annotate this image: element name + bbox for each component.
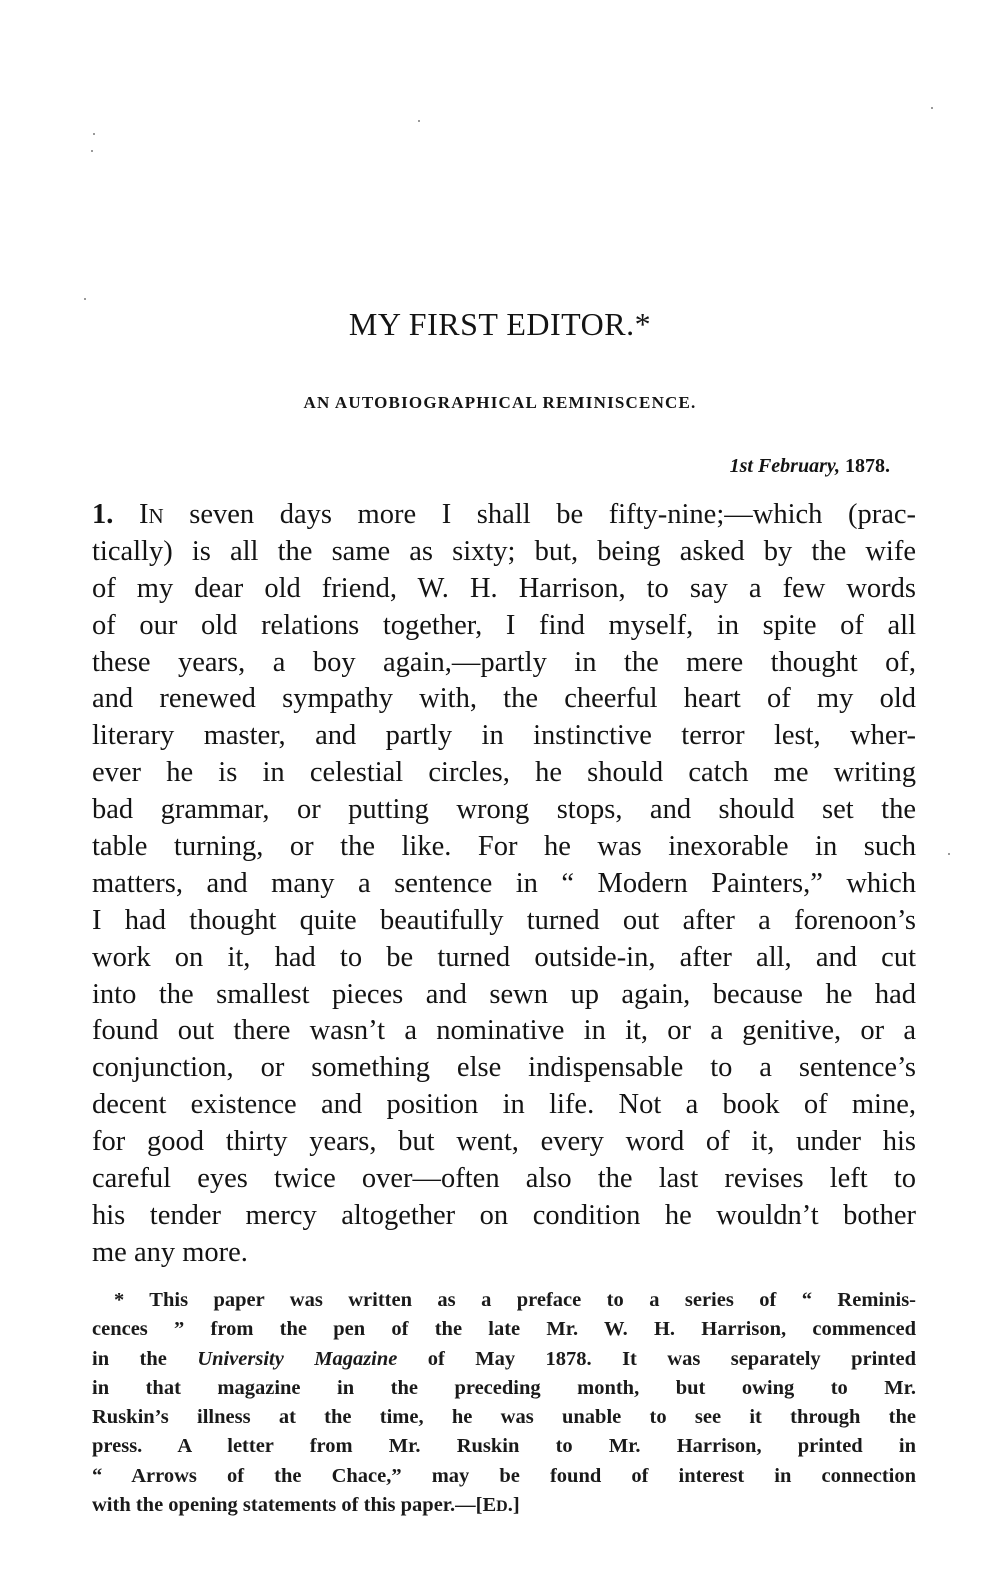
scan-speck — [948, 853, 950, 855]
footnote-line — [92, 1345, 916, 1374]
text-line: into the smallest pieces and sewn up again, because he had — [92, 978, 916, 1010]
footnote-text: of May 1878. It was separately printed — [427, 1347, 917, 1370]
scan-speck — [84, 298, 86, 300]
text-line: literary master, and partly in instinctive terror lest, wher- — [92, 720, 916, 752]
text-line: conjunction, or something else indispensable to a sentence’s — [92, 1052, 916, 1084]
dateline-day-month: 1st February, — [729, 455, 840, 477]
text-line: I had thought quite beautifully turned out after a forenoon’s — [92, 904, 916, 936]
drop-word-first: I — [138, 499, 149, 530]
footnote-text: .] — [507, 1494, 520, 1517]
text-line: work on it, had to be turned outside-in, after all, and cut — [92, 941, 916, 973]
drop-word-rest: N — [148, 504, 164, 528]
footnote-editor-mark: D — [496, 1498, 508, 1516]
footnote-line: “ Arrows of the Chace,” may be found of interest in connection — [92, 1464, 916, 1487]
text-line: of our old relations together, I find myself, in spite of all — [92, 609, 916, 641]
text-line: careful eyes twice over—often also the last revises left to — [92, 1163, 916, 1195]
text-line: tically) is all the same as sixty; but, being asked by the wife — [92, 535, 916, 567]
scan-speck — [91, 150, 93, 152]
text-line: bad grammar, or putting wrong stops, and should set the — [92, 794, 916, 826]
footnote — [92, 1286, 916, 1520]
dateline-year: 1878. — [845, 455, 890, 477]
paragraph-number: 1. — [92, 499, 114, 530]
text-line-content: seven days more I shall be fifty-nine;—which (prac- — [189, 499, 917, 530]
page-title: MY FIRST EDITOR.* — [348, 306, 652, 342]
footnote-text: in the — [92, 1347, 167, 1370]
text-line: table turning, or the like. For he was inexorable in such — [92, 831, 916, 863]
footnote-line: press. A letter from Mr. Ruskin to Mr. Harrison, printed in — [92, 1435, 916, 1458]
text-line: these years, a boy again,—partly in the mere thought of, — [92, 646, 916, 678]
text-line: decent existence and position in life. Not a book of mine, — [92, 1089, 916, 1121]
text-line: for good thirty years, but went, every word of it, under his — [92, 1126, 916, 1158]
text-line: and renewed sympathy with, the cheerful heart of my old — [92, 683, 916, 715]
footnote-text: with the opening statements of this paper.—[E — [92, 1494, 497, 1517]
body-paragraph — [92, 497, 916, 1272]
dateline — [0, 455, 890, 478]
footnote-line: * This paper was written as a preface to a series of “ Reminis- — [114, 1289, 916, 1311]
footnote-line: in that magazine in the preceding month, but owing to Mr. — [92, 1376, 916, 1399]
text-line: found out there wasn’t a nominative in it, or a genitive, or a — [92, 1015, 916, 1047]
scan-speck — [931, 107, 933, 109]
text-line: his tender mercy altogether on condition he wouldn’t bother — [92, 1199, 916, 1231]
text-line: matters, and many a sentence in “ Modern Painters,” which — [92, 867, 916, 899]
footnote-line: Ruskin’s illness at the time, he was unable to see it through the — [92, 1406, 916, 1429]
text-line — [92, 497, 916, 534]
footnote-line — [92, 1491, 916, 1520]
footnote-journal-title: University Magazine — [197, 1347, 398, 1370]
scan-speck — [93, 133, 95, 135]
page-subtitle: AN AUTOBIOGRAPHICAL REMINISCENCE. — [303, 393, 697, 412]
footnote-line: cences ” from the pen of the late Mr. W. H. Harrison, commenced — [92, 1318, 916, 1341]
scan-speck — [418, 120, 420, 122]
text-line: ever he is in celestial circles, he should catch me writing — [92, 757, 916, 789]
text-line: of my dear old friend, W. H. Harrison, to say a few words — [92, 572, 916, 604]
text-line: me any more. — [92, 1236, 248, 1268]
